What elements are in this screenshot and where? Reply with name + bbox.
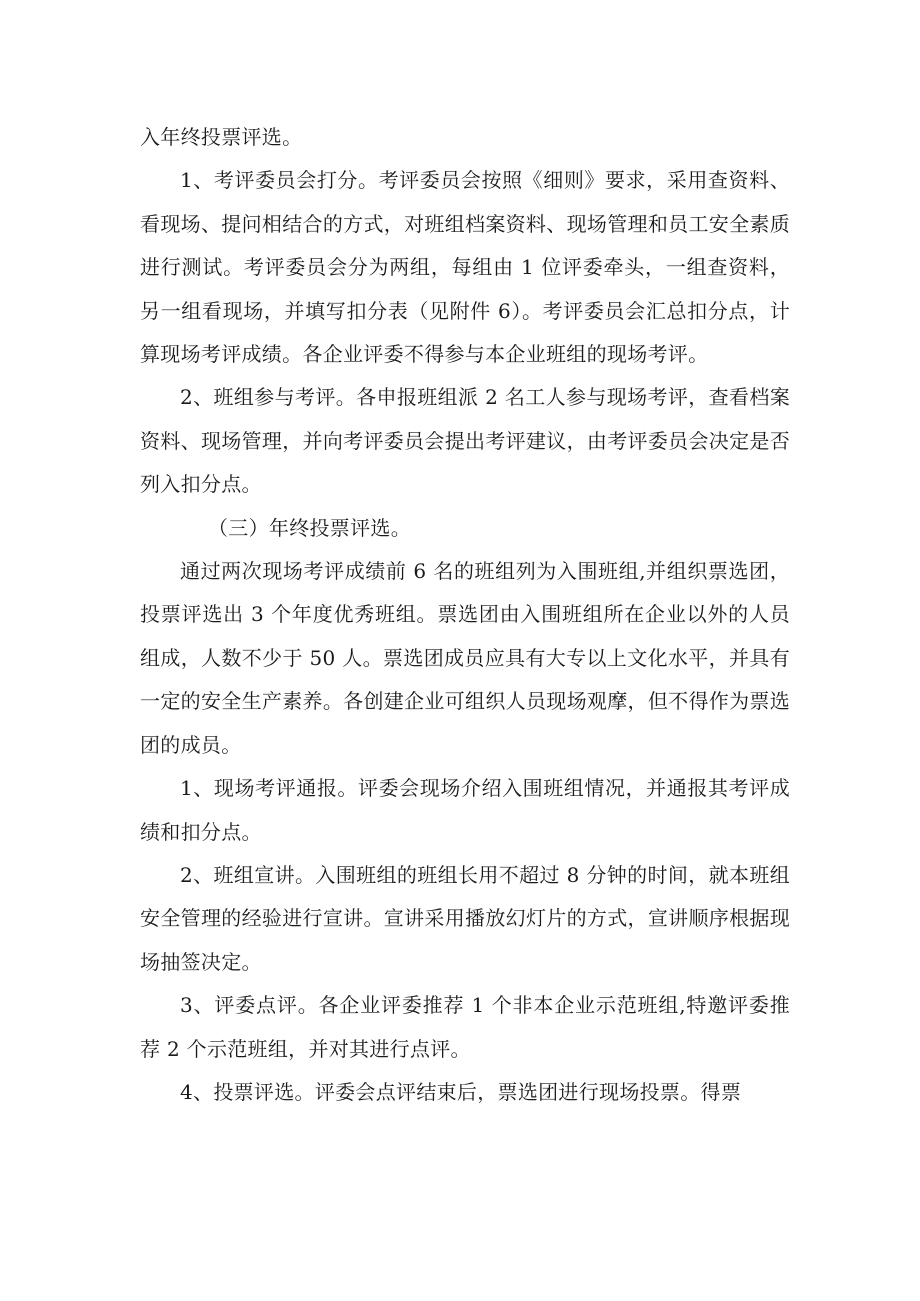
section-heading-3: （三）年终投票评选。 — [208, 515, 411, 540]
paragraph-section-3-intro: 通过两次现场考评成绩前 6 名的班组列为入围班组,并组织票选团，投票评选出 3 个年度优秀班组。票选团由入围班组所在企业以外的人员组成，人数不少于 50 人。票选团成员应具有大专以上文化水平，并具有一定的安全生产素养。各创建企业可组织人员现场观摩，但不得作为票选团的成员。 — [140, 559, 790, 757]
paragraph-continuation: 入年终投票评选。 — [140, 125, 303, 149]
paragraph-item-3-review: 3、评委点评。各企业评委推荐 1 个非本企业示范班组,特邀评委推荐 2 个示范班组，并对其进行点评。 — [140, 993, 790, 1061]
paragraph-item-4-voting: 4、投票评选。评委会点评结束后，票选团进行现场投票。得票 — [180, 1079, 742, 1104]
paragraph-item-1-scoring: 1、考评委员会打分。考评委员会按照《细则》要求，采用查资料、看现场、提问相结合的方式，对班组档案资料、现场管理和员工安全素质进行测试。考评委员会分为两组，每组由 1 位评委牵头，一组查资料，另一组看现场，并填写扣分表（见附件 6）。考评委员会汇总扣分点，计算现场考评成绩。各企业评委不得参与本企业班组的现场考评。 — [140, 168, 790, 367]
document-body — [140, 116, 790, 1114]
paragraph-item-2-participation: 2、班组参与考评。各申报班组派 2 名工人参与现场考评，查看档案资料、现场管理，并向考评委员会提出考评建议，由考评委员会决定是否列入扣分点。 — [140, 385, 790, 497]
paragraph-item-1-report: 1、现场考评通报。评委会现场介绍入围班组情况，并通报其考评成绩和扣分点。 — [140, 776, 790, 844]
paragraph-item-2-presentation: 2、班组宣讲。入围班组的班组长用不超过 8 分钟的时间，就本班组安全管理的经验进行宣讲。宣讲采用播放幻灯片的方式，宣讲顺序根据现场抽签决定。 — [140, 862, 790, 974]
